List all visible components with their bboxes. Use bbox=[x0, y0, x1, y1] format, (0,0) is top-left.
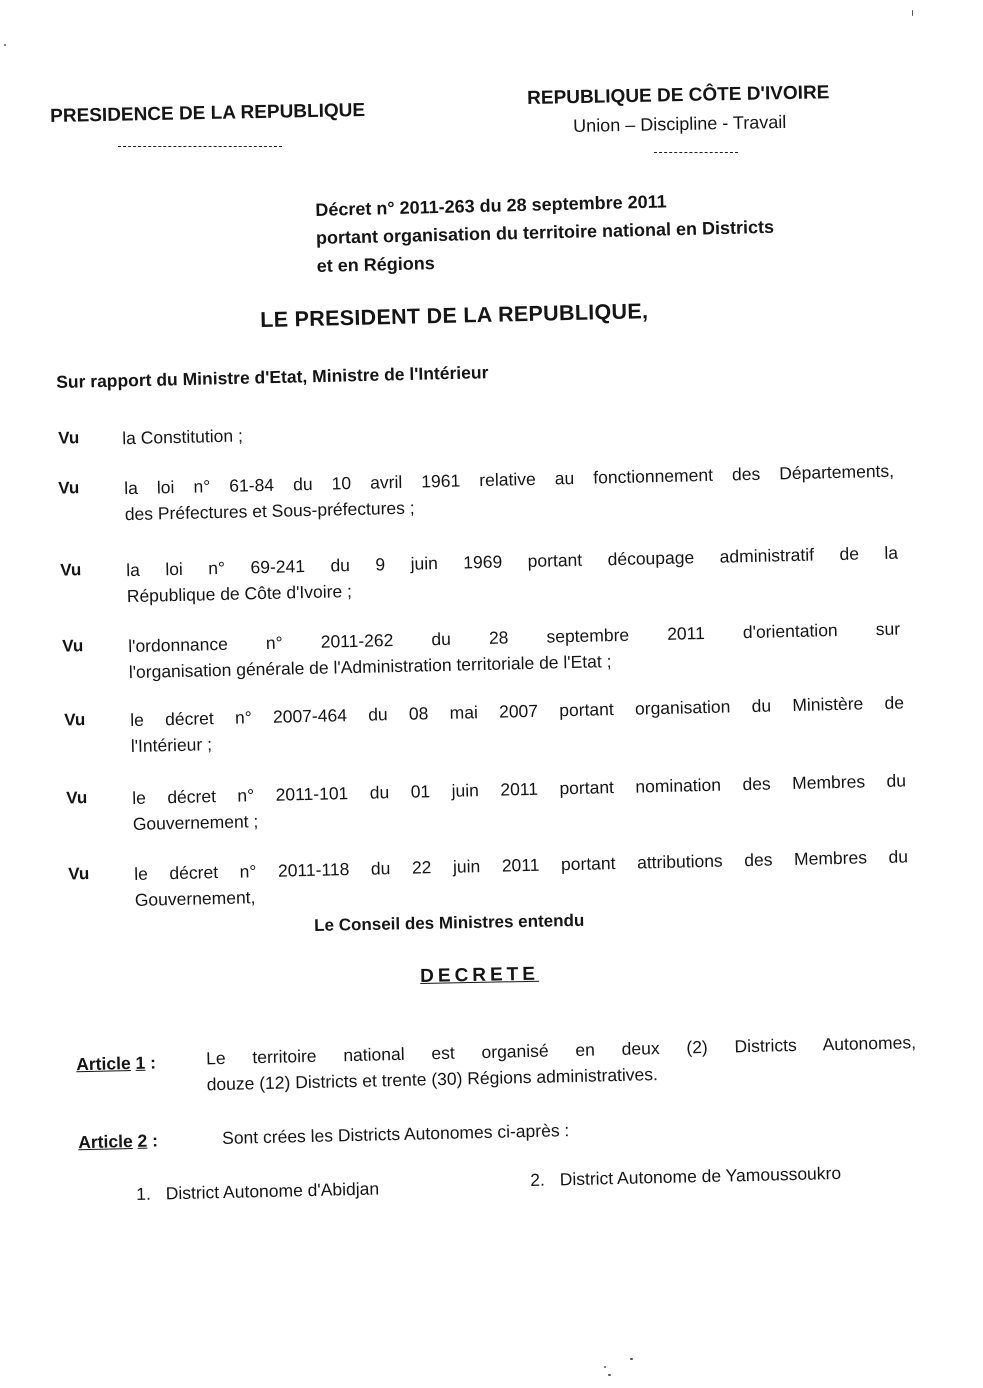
scan-speck bbox=[608, 1374, 611, 1376]
consideration-text: le décret n° 2011-118 du 22 juin 2011 portant attributions des Membres du bbox=[133, 846, 909, 884]
consideration-text: l'ordonnance n° 2011-262 du 28 septembre 2011 d'orientation sur bbox=[127, 618, 901, 657]
article-2 bbox=[0, 1112, 983, 1153]
consideration-label: Vu bbox=[59, 560, 82, 580]
consideration-label: Vu bbox=[57, 478, 80, 498]
consideration-text-continued: des Préfectures et Sous-préfectures ; bbox=[124, 497, 415, 525]
consideration-text: la loi n° 69-241 du 9 juin 1969 portant découpage administratif de la bbox=[125, 542, 899, 581]
article-2-label bbox=[78, 1130, 158, 1153]
national-motto: Union – Discipline - Travail bbox=[573, 111, 787, 136]
council-statement: Le Conseil des Ministres entendu bbox=[314, 910, 585, 935]
consideration-text-continued: l'Intérieur ; bbox=[130, 734, 213, 757]
article-1-separator: : bbox=[145, 1052, 157, 1073]
article-2-word: Article bbox=[77, 1130, 133, 1153]
consideration-text: le décret n° 2007-464 du 08 mai 2007 portant organisation du Ministère de bbox=[129, 692, 905, 731]
consideration-item bbox=[0, 690, 983, 772]
decree-title bbox=[315, 185, 775, 280]
article-1-text-continued: douze (12) Districts et trente (30) Régions administratives. bbox=[206, 1064, 659, 1095]
presidency-separator bbox=[118, 146, 282, 147]
district-number: 1. bbox=[136, 1183, 152, 1204]
scan-speck bbox=[4, 44, 6, 46]
consideration-text: la loi n° 61-84 du 10 avril 1961 relative au fonctionnement des Départements, bbox=[123, 460, 895, 499]
scan-speck bbox=[630, 1358, 633, 1360]
president-heading: LE PRESIDENT DE LA REPUBLIQUE, bbox=[260, 299, 649, 332]
decrees-heading: DECRETE bbox=[420, 963, 540, 987]
article-2-separator: : bbox=[147, 1130, 159, 1151]
article-2-text: Sont crées les Districts Autonomes ci-après : bbox=[221, 1120, 570, 1148]
consideration-label: Vu bbox=[61, 636, 84, 656]
consideration-text-continued: l'organisation générale de l'Administration territoriale de l'Etat ; bbox=[128, 651, 612, 683]
district-name: District Autonome de Yamoussoukro bbox=[559, 1162, 842, 1190]
consideration-text-continued: République de Côte d'Ivoire ; bbox=[126, 581, 353, 607]
consideration-item bbox=[0, 616, 983, 698]
consideration-text: la Constitution ; bbox=[121, 425, 244, 449]
decree-title-line-3: et en Régions bbox=[316, 253, 435, 276]
article-2-number: 2 bbox=[137, 1130, 148, 1151]
district-name: District Autonome d'Abidjan bbox=[165, 1178, 380, 1204]
district-number: 2. bbox=[530, 1169, 546, 1190]
consideration-label: Vu bbox=[67, 863, 90, 884]
district-list-item bbox=[136, 1178, 379, 1205]
presidency-title: PRESIDENCE DE LA REPUBLIQUE bbox=[50, 99, 366, 127]
consideration-label: Vu bbox=[65, 788, 88, 808]
consideration-label: Vu bbox=[57, 428, 80, 448]
decree-title-line-1: Décret n° 2011-263 du 28 septembre 2011 bbox=[315, 191, 667, 220]
article-1-number: 1 bbox=[135, 1052, 146, 1073]
consideration-item bbox=[0, 768, 983, 850]
decree-title-line-2: portant organisation du territoire national en Districts bbox=[315, 216, 775, 248]
district-list-item bbox=[530, 1163, 841, 1191]
consideration-text: le décret n° 2011-101 du 01 juin 2011 portant nomination des Membres du bbox=[131, 770, 907, 808]
article-1-label bbox=[76, 1052, 156, 1075]
report-line: Sur rapport du Ministre d'Etat, Ministre de l'Intérieur bbox=[56, 362, 489, 392]
consideration-text-continued: Gouvernement ; bbox=[132, 811, 259, 834]
scan-speck bbox=[912, 10, 913, 16]
republic-title: REPUBLIQUE DE CÔTE D'IVOIRE bbox=[527, 82, 830, 109]
article-1 bbox=[0, 1032, 983, 1095]
article-1-word: Article bbox=[75, 1053, 131, 1075]
motto-separator bbox=[654, 152, 738, 153]
consideration-text-continued: Gouvernement, bbox=[134, 887, 256, 910]
article-1-text: Le territoire national est organisé en deux (2) Districts Autonomes, bbox=[205, 1032, 917, 1069]
consideration-label: Vu bbox=[63, 710, 86, 730]
scan-speck bbox=[604, 1366, 606, 1368]
consideration-item bbox=[0, 540, 983, 622]
